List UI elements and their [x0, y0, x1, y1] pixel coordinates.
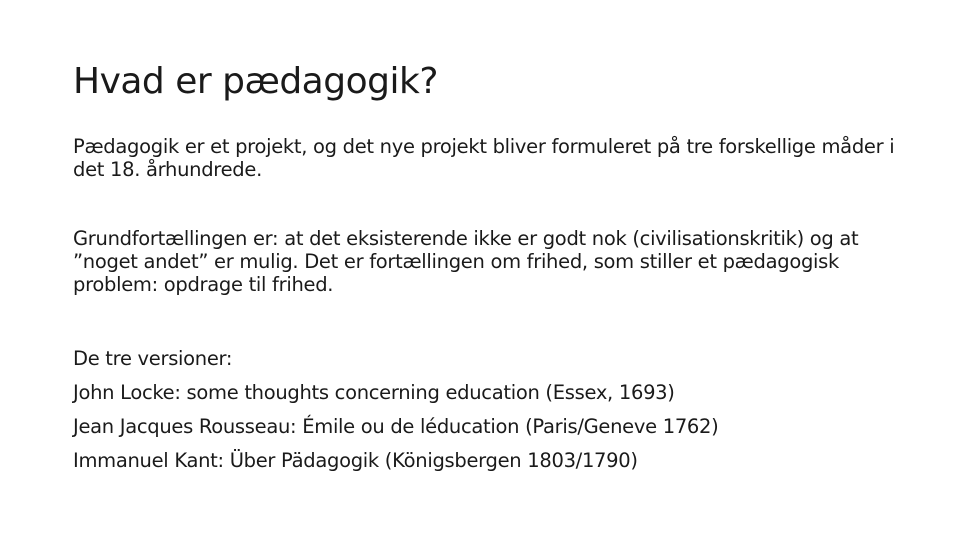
- slide-body: [73, 135, 913, 478]
- versions-heading: De tre versioner:: [73, 347, 233, 370]
- version-locke: John Locke: some thoughts concerning education (Essex, 1693): [73, 381, 675, 404]
- version-kant: Immanuel Kant: Über Pädagogik (Königsbergen 1803/1790): [73, 449, 638, 472]
- paragraph-project: Pædagogik er et projekt, og det nye projekt bliver formuleret på tre forskellige måder i det 18. århundrede.: [73, 135, 895, 181]
- version-rousseau: Jean Jacques Rousseau: Émile ou de léducation (Paris/Geneve 1762): [73, 415, 719, 438]
- paragraph-grundfortaelling: Grundfortællingen er: at det eksisterende ikke er godt nok (civilisationskritik) og at ”noget andet” er mulig. Det er fortællingen om frihed, som stiller et pædagogisk problem: opdrage til frihed.: [73, 227, 859, 296]
- slide-title: Hvad er pædagogik?: [73, 61, 438, 102]
